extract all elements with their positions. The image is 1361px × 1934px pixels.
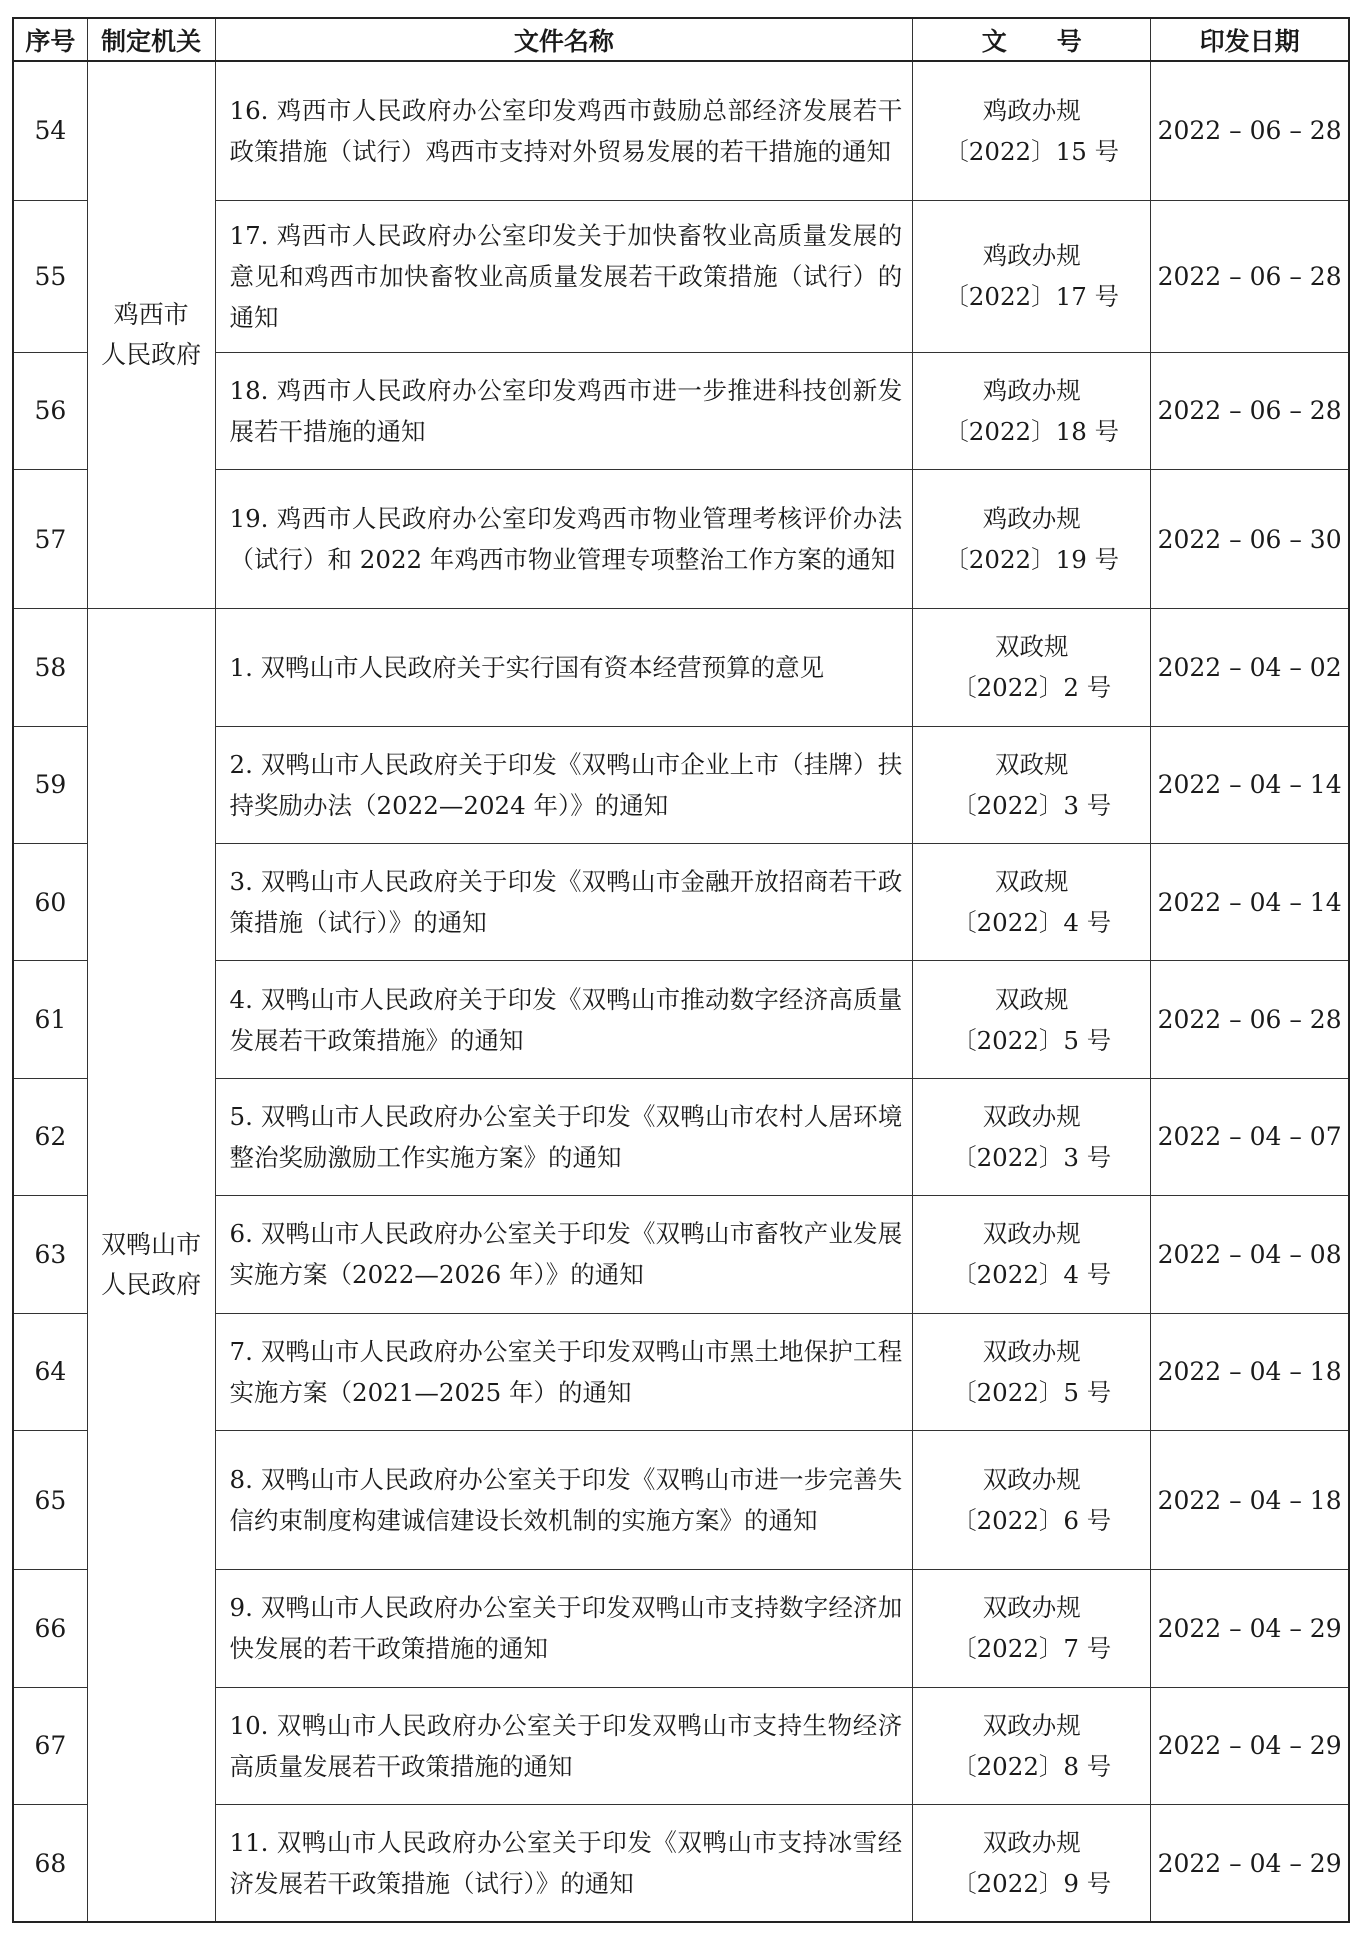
row-number: 54 [13,61,87,200]
table-header-row [13,18,1349,61]
document-number [913,469,1151,608]
document-number-prefix: 双政办规 [982,1219,1081,1249]
document-number [913,961,1151,1078]
document-number-prefix: 双政规 [994,867,1069,897]
issue-date: 2022 – 04 – 18 [1151,1430,1349,1569]
table-row [13,609,1349,726]
document-number-prefix: 双政规 [994,984,1069,1014]
document-number-serial: 〔2022〕5 号 [952,1025,1112,1055]
document-number-serial: 〔2022〕4 号 [952,1260,1112,1290]
document-number-serial: 〔2022〕9 号 [952,1869,1112,1899]
document-number-serial: 〔2022〕15 号 [944,136,1120,166]
regulations-table [12,17,1350,1923]
document-number-serial: 〔2022〕3 号 [952,790,1112,820]
document-number-prefix: 鸡政办规 [982,95,1081,125]
issue-date: 2022 – 04 – 02 [1151,609,1349,726]
issue-date: 2022 – 04 – 29 [1151,1805,1349,1922]
row-number: 68 [13,1805,87,1922]
issue-date: 2022 – 06 – 28 [1151,961,1349,1078]
document-title: 16. 鸡西市人民政府办公室印发鸡西市鼓励总部经济发展若干政策措施（试行）鸡西市支持对外贸易发展的若干措施的通知 [215,61,913,200]
issue-date: 2022 – 04 – 07 [1151,1078,1349,1195]
issue-date: 2022 – 04 – 14 [1151,726,1349,843]
document-number [913,352,1151,469]
document-number-prefix: 双政办规 [982,1101,1081,1131]
document-title: 18. 鸡西市人民政府办公室印发鸡西市进一步推进科技创新发展若干措施的通知 [215,352,913,469]
document-number [913,1196,1151,1313]
row-number: 60 [13,844,87,961]
document-title: 11. 双鸭山市人民政府办公室关于印发《双鸭山市支持冰雪经济发展若干政策措施（试行）》的通知 [215,1805,913,1922]
document-number-serial: 〔2022〕17 号 [944,282,1120,312]
document-number [913,1078,1151,1195]
document-title: 5. 双鸭山市人民政府办公室关于印发《双鸭山市农村人居环境整治奖励激励工作实施方案》的通知 [215,1078,913,1195]
agency-cell: 双鸭山市 人民政府 [87,609,215,1922]
document-number [913,844,1151,961]
row-number: 56 [13,352,87,469]
document-number-serial: 〔2022〕7 号 [952,1634,1112,1664]
row-number: 55 [13,200,87,352]
document-number [913,1805,1151,1922]
document-title: 17. 鸡西市人民政府办公室印发关于加快畜牧业高质量发展的意见和鸡西市加快畜牧业高质量发展若干政策措施（试行）的通知 [215,200,913,352]
document-number-serial: 〔2022〕3 号 [952,1142,1112,1172]
row-number: 67 [13,1687,87,1804]
header-no: 序号 [13,18,87,61]
row-number: 66 [13,1570,87,1687]
row-number: 59 [13,726,87,843]
row-number: 58 [13,609,87,726]
header-doc-no: 文 号 [913,18,1151,61]
document-number-prefix: 双政办规 [982,1465,1081,1495]
header-agency: 制定机关 [87,18,215,61]
document-number [913,1313,1151,1430]
document-number-serial: 〔2022〕19 号 [944,545,1120,575]
document-title: 19. 鸡西市人民政府办公室印发鸡西市物业管理考核评价办法（试行）和 2022 年鸡西市物业管理专项整治工作方案的通知 [215,469,913,608]
row-number: 61 [13,961,87,1078]
document-number-serial: 〔2022〕4 号 [952,908,1112,938]
issue-date: 2022 – 04 – 08 [1151,1196,1349,1313]
document-number [913,609,1151,726]
document-number-serial: 〔2022〕5 号 [952,1377,1112,1407]
document-title: 4. 双鸭山市人民政府关于印发《双鸭山市推动数字经济高质量发展若干政策措施》的通知 [215,961,913,1078]
document-title: 10. 双鸭山市人民政府办公室关于印发双鸭山市支持生物经济高质量发展若干政策措施的通知 [215,1687,913,1804]
document-title: 2. 双鸭山市人民政府关于印发《双鸭山市企业上市（挂牌）扶持奖励办法（2022—2024 年）》的通知 [215,726,913,843]
table-row [13,61,1349,200]
document-title: 8. 双鸭山市人民政府办公室关于印发《双鸭山市进一步完善失信约束制度构建诚信建设长效机制的实施方案》的通知 [215,1430,913,1569]
header-date: 印发日期 [1151,18,1349,61]
document-number-prefix: 双政办规 [982,1593,1081,1623]
document-number-serial: 〔2022〕18 号 [944,416,1120,446]
document-number-serial: 〔2022〕8 号 [952,1751,1112,1781]
issue-date: 2022 – 06 – 28 [1151,61,1349,200]
row-number: 63 [13,1196,87,1313]
document-title: 3. 双鸭山市人民政府关于印发《双鸭山市金融开放招商若干政策措施（试行）》的通知 [215,844,913,961]
document-number-prefix: 鸡政办规 [982,504,1081,534]
document-title: 6. 双鸭山市人民政府办公室关于印发《双鸭山市畜牧产业发展实施方案（2022—2026 年）》的通知 [215,1196,913,1313]
row-number: 62 [13,1078,87,1195]
row-number: 65 [13,1430,87,1569]
issue-date: 2022 – 04 – 29 [1151,1570,1349,1687]
issue-date: 2022 – 04 – 18 [1151,1313,1349,1430]
document-title: 7. 双鸭山市人民政府办公室关于印发双鸭山市黑土地保护工程实施方案（2021—2025 年）的通知 [215,1313,913,1430]
document-number [913,1687,1151,1804]
document-number-prefix: 双政规 [994,632,1069,662]
document-number-prefix: 双政规 [994,749,1069,779]
document-number-prefix: 双政办规 [982,1336,1081,1366]
issue-date: 2022 – 06 – 28 [1151,352,1349,469]
document-number-prefix: 鸡政办规 [982,241,1081,271]
document-number [913,61,1151,200]
document-number-serial: 〔2022〕6 号 [952,1506,1112,1536]
issue-date: 2022 – 06 – 30 [1151,469,1349,608]
issue-date: 2022 – 06 – 28 [1151,200,1349,352]
document-number [913,726,1151,843]
table-body [13,61,1349,1922]
agency-cell: 鸡西市 人民政府 [87,61,215,609]
document-number-prefix: 鸡政办规 [982,375,1081,405]
document-number [913,1430,1151,1569]
document-title: 1. 双鸭山市人民政府关于实行国有资本经营预算的意见 [215,609,913,726]
issue-date: 2022 – 04 – 14 [1151,844,1349,961]
document-number [913,1570,1151,1687]
issue-date: 2022 – 04 – 29 [1151,1687,1349,1804]
document-number [913,200,1151,352]
document-number-prefix: 双政办规 [982,1710,1081,1740]
row-number: 64 [13,1313,87,1430]
document-number-prefix: 双政办规 [982,1828,1081,1858]
header-title: 文件名称 [215,18,913,61]
row-number: 57 [13,469,87,608]
document-title: 9. 双鸭山市人民政府办公室关于印发双鸭山市支持数字经济加快发展的若干政策措施的通知 [215,1570,913,1687]
document-number-serial: 〔2022〕2 号 [952,673,1112,703]
